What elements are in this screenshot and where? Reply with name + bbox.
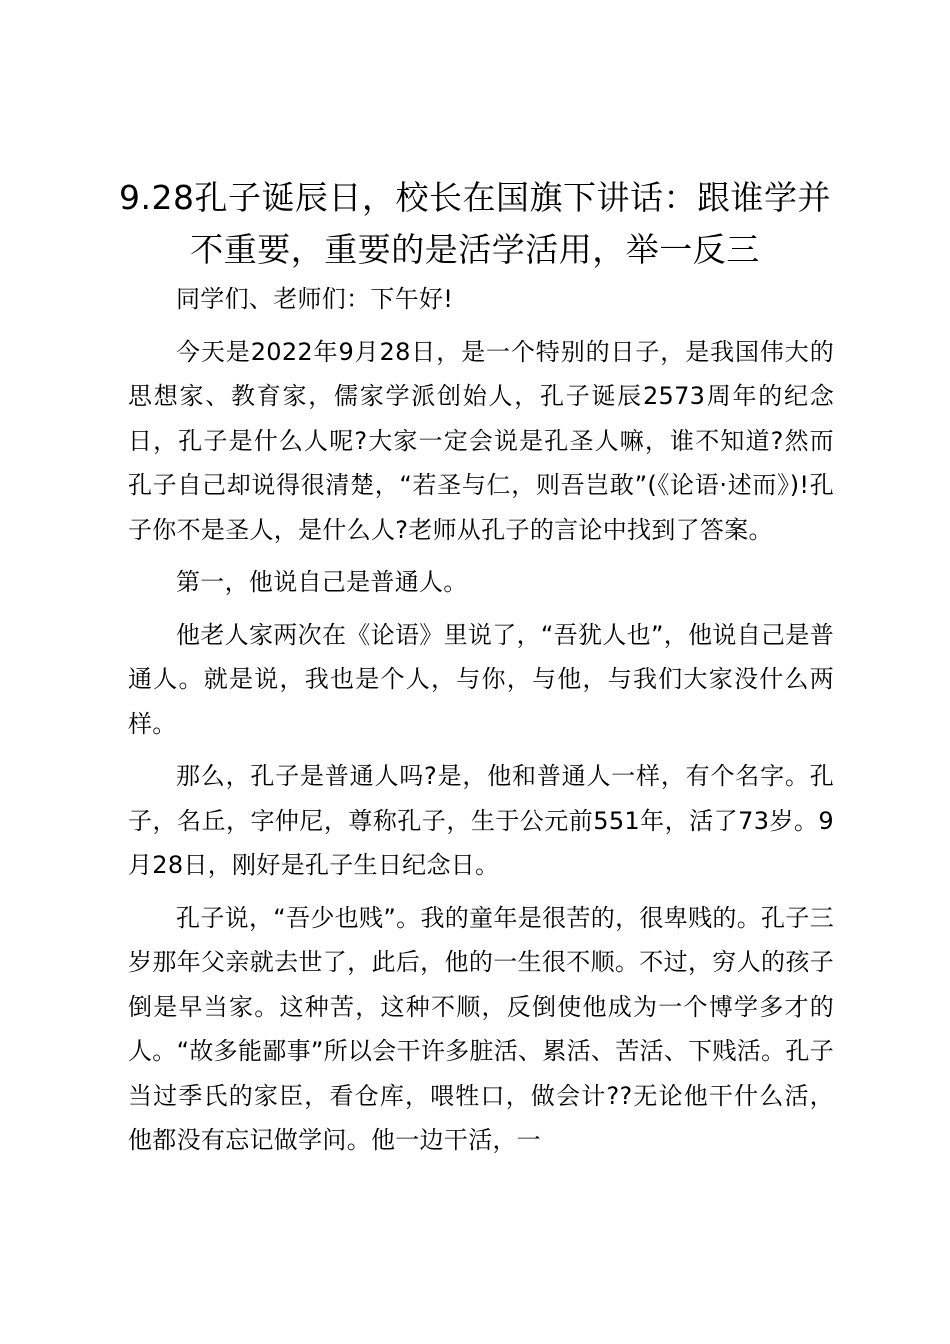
paragraph-point-one: 第一，他说自己是普通人。: [176, 568, 468, 596]
paragraph-childhood: 孔子说，“吾少也贱”。我的童年是很苦的，很卑贱的。孔子三岁那年父亲就去世了，此后，他的一生很不顺。不过，穷人的孩子倒是早当家。这种苦，这种不顺，反倒使他成为一个博学多才的人。“故多能鄙事”所以会干许多脏活、累活、苦活、下贱活。孔子当过季氏的家臣，看仓库，喂牲口，做会计??无论他干什么活，他都没有忘记做学问。他一边干活，一: [128, 903, 834, 1154]
paragraph-ordinary-person: 他老人家两次在《论语》里说了，“吾犹人也”，他说自己是普通人。就是说，我也是个人，与你，与他，与我们大家没什么两样。: [128, 620, 834, 738]
paragraph-intro: 今天是2022年9月28日，是一个特别的日子，是我国伟大的思想家、教育家，儒家学派创始人，孔子诞辰2573周年的纪念日，孔子是什么人呢?大家一定会说是孔圣人嘛，谁不知道?然而孔子自己却说得很清楚，“若圣与仁，则吾岂敢”(《论语·述而》)!孔子你不是圣人，是什么人?老师从孔子的言论中找到了答案。: [128, 337, 834, 544]
document-body: [128, 277, 834, 1171]
document-title: 9.28孔子诞辰日，校长在国旗下讲话：跟谁学并不重要，重要的是活学活用，举一反三: [119, 178, 831, 269]
paragraph-greeting: 同学们、老师们：下午好!: [176, 285, 454, 313]
paragraph-name-birth: 那么，孔子是普通人吗?是，他和普通人一样，有个名字。孔子，名丘，字仲尼，尊称孔子，生于公元前551年，活了73岁。9月28日，刚好是孔子生日纪念日。: [128, 762, 834, 879]
